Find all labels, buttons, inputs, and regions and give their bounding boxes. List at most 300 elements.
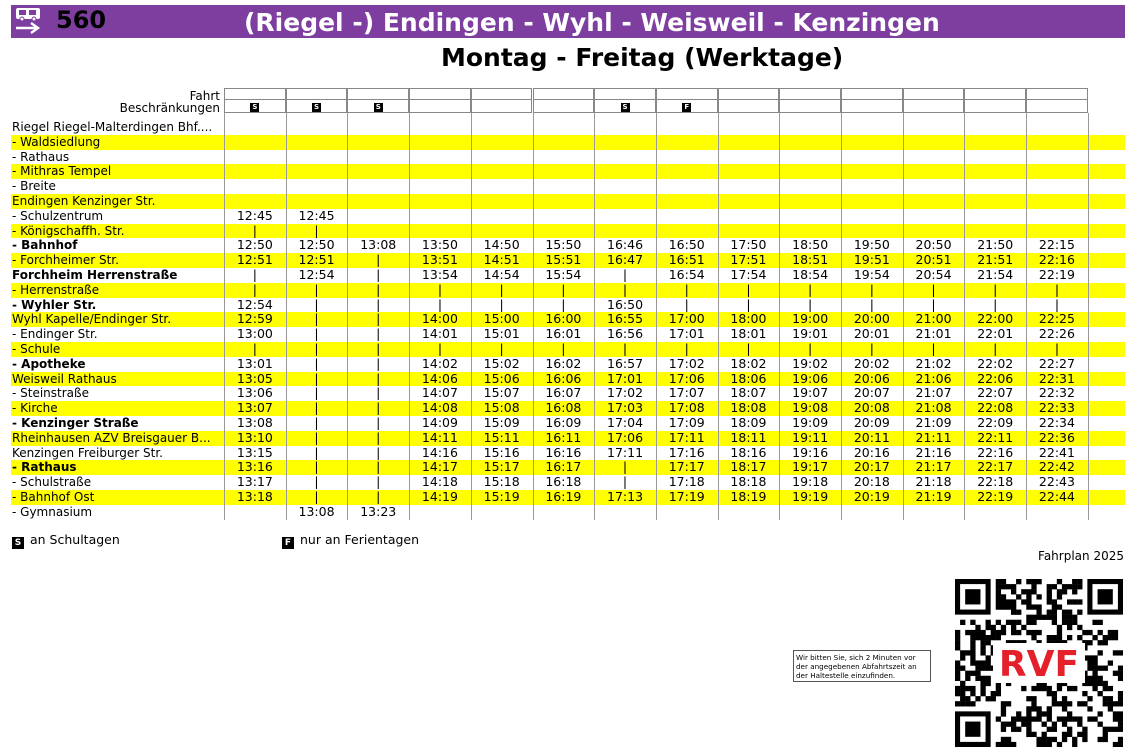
pass-through-marker: | bbox=[746, 281, 751, 297]
pass-through-marker: | bbox=[314, 370, 319, 386]
departure-time: 22:19 bbox=[1038, 267, 1075, 282]
rvf-logo-text: RVF bbox=[998, 644, 1080, 685]
qr-module bbox=[975, 696, 980, 701]
pass-through-marker: | bbox=[314, 222, 319, 238]
qr-module bbox=[1072, 737, 1077, 742]
qr-module bbox=[986, 681, 991, 686]
qr-module bbox=[1006, 742, 1011, 747]
qr-module bbox=[1042, 732, 1047, 737]
departure-time: 15:54 bbox=[545, 267, 582, 282]
departure-time: 17:06 bbox=[607, 429, 644, 445]
stop-name: Wyhl Kapelle/Endinger Str. bbox=[12, 312, 172, 327]
qr-module bbox=[970, 655, 975, 660]
qr-module bbox=[996, 691, 1001, 696]
departure-time: 12:45 bbox=[236, 207, 273, 223]
departure-time: 16:16 bbox=[545, 444, 582, 460]
qr-module bbox=[1001, 599, 1006, 604]
pass-through-marker: | bbox=[808, 296, 813, 312]
qr-module bbox=[1001, 625, 1006, 630]
qr-module bbox=[1062, 620, 1067, 625]
qr-module bbox=[1021, 625, 1026, 630]
departure-time: 19:01 bbox=[792, 326, 829, 342]
qr-module bbox=[1098, 691, 1103, 696]
qr-module bbox=[1087, 676, 1092, 681]
qr-module bbox=[986, 640, 991, 645]
qr-module bbox=[1103, 732, 1108, 737]
qr-module bbox=[1082, 727, 1087, 732]
qr-module bbox=[1036, 630, 1041, 635]
qr-module bbox=[1067, 625, 1072, 630]
stop-name: Endingen Kenzinger Str. bbox=[12, 194, 156, 208]
departure-time: 21:07 bbox=[915, 385, 952, 401]
qr-module bbox=[991, 691, 996, 696]
departure-time: 18:08 bbox=[730, 400, 767, 416]
qr-module bbox=[1036, 737, 1041, 742]
qr-module bbox=[1118, 701, 1123, 706]
departure-time: 15:01 bbox=[483, 326, 520, 342]
pass-through-marker: | bbox=[376, 267, 381, 282]
fahrt-cell bbox=[409, 88, 471, 100]
qr-module bbox=[1067, 686, 1072, 691]
departure-time: 12:54 bbox=[236, 296, 273, 312]
qr-module bbox=[1057, 604, 1062, 609]
pass-through-marker: | bbox=[993, 296, 998, 312]
qr-module bbox=[1103, 681, 1108, 686]
departure-time: 18:01 bbox=[730, 326, 767, 342]
pass-through-marker: | bbox=[561, 281, 566, 297]
qr-module bbox=[1087, 706, 1092, 711]
stop-name: - Schulstraße bbox=[12, 475, 92, 490]
departure-time: 18:06 bbox=[730, 370, 767, 386]
departure-time: 17:04 bbox=[607, 415, 644, 430]
qr-module bbox=[1036, 579, 1041, 584]
departure-time: 17:01 bbox=[607, 370, 644, 386]
qr-module bbox=[965, 676, 970, 681]
qr-module bbox=[1087, 655, 1092, 660]
qr-module bbox=[1026, 579, 1031, 584]
pass-through-marker: | bbox=[684, 281, 689, 297]
departure-time: 20:01 bbox=[853, 326, 890, 342]
restriction-marker bbox=[224, 100, 286, 113]
qr-module bbox=[1011, 599, 1016, 604]
qr-module bbox=[1011, 625, 1016, 630]
fahrt-cell bbox=[841, 88, 903, 100]
qr-module bbox=[986, 696, 991, 701]
departure-time: 16:09 bbox=[545, 415, 582, 430]
qr-module bbox=[1001, 742, 1006, 747]
departure-time: 18:07 bbox=[730, 385, 767, 401]
departure-time: 18:50 bbox=[792, 237, 829, 253]
qr-module bbox=[1052, 722, 1057, 727]
column-divider bbox=[964, 113, 965, 520]
departure-time: 17:17 bbox=[668, 459, 705, 475]
fahrt-cell bbox=[533, 88, 595, 100]
pass-through-marker: | bbox=[252, 222, 257, 238]
departure-time: 21:16 bbox=[915, 444, 952, 460]
qr-module bbox=[1113, 671, 1118, 676]
pass-through-marker: | bbox=[376, 459, 381, 475]
qr-module bbox=[996, 594, 1001, 599]
qr-module bbox=[980, 686, 985, 691]
school-day-symbol: S bbox=[252, 103, 258, 111]
qr-module bbox=[1011, 604, 1016, 609]
stop-name: Forchheim Herrenstraße bbox=[12, 268, 178, 282]
qr-module bbox=[980, 681, 985, 686]
qr-module bbox=[996, 579, 1001, 584]
departure-time: 20:11 bbox=[853, 429, 890, 445]
qr-module bbox=[1001, 727, 1006, 732]
qr-module bbox=[1077, 732, 1082, 737]
departure-time: 20:00 bbox=[853, 311, 890, 327]
school-day-symbol: S bbox=[314, 103, 320, 111]
qr-module bbox=[1011, 722, 1016, 727]
qr-module bbox=[960, 620, 965, 625]
departure-time: 19:16 bbox=[792, 444, 829, 460]
legend-school-days-text: an Schultagen bbox=[30, 532, 120, 547]
departure-time: 13:06 bbox=[236, 385, 273, 401]
departure-time: 17:02 bbox=[607, 385, 644, 401]
restriction-cell bbox=[964, 100, 1026, 113]
qr-module bbox=[1108, 630, 1113, 635]
departure-time: 17:54 bbox=[730, 267, 767, 282]
departure-time: 19:54 bbox=[853, 267, 890, 282]
departure-time: 22:25 bbox=[1038, 311, 1075, 327]
restrictions-label: Beschränkungen bbox=[119, 101, 220, 115]
column-divider bbox=[594, 113, 595, 520]
departure-time: 15:07 bbox=[483, 385, 520, 401]
qr-module bbox=[1092, 671, 1097, 676]
qr-module bbox=[1108, 635, 1113, 640]
qr-module bbox=[1057, 716, 1062, 721]
qr-module bbox=[975, 660, 980, 665]
departure-time: 18:18 bbox=[730, 474, 767, 490]
departure-time: 21:00 bbox=[915, 311, 952, 327]
pass-through-marker: | bbox=[993, 281, 998, 297]
departure-time: 13:18 bbox=[236, 489, 273, 504]
stop-name: - Kirche bbox=[12, 401, 58, 416]
qr-module bbox=[1092, 676, 1097, 681]
departure-time: 19:17 bbox=[792, 459, 829, 475]
departure-time: 13:17 bbox=[236, 474, 273, 490]
departure-time: 18:09 bbox=[730, 415, 767, 430]
qr-module bbox=[965, 696, 970, 701]
departure-time: 17:08 bbox=[668, 400, 705, 416]
qr-module bbox=[1006, 722, 1011, 727]
departure-time: 20:09 bbox=[853, 415, 890, 430]
qr-module bbox=[1072, 615, 1077, 620]
pass-through-marker: | bbox=[622, 281, 628, 297]
pass-through-marker: | bbox=[314, 415, 319, 430]
departure-time: 16:02 bbox=[545, 355, 582, 371]
departure-time: 17:19 bbox=[668, 489, 705, 504]
qr-module bbox=[1026, 732, 1031, 737]
departure-time: 16:00 bbox=[545, 311, 582, 327]
qr-module bbox=[980, 630, 985, 635]
departure-time: 22:34 bbox=[1038, 415, 1075, 430]
qr-module bbox=[1036, 604, 1041, 609]
qr-module bbox=[1006, 701, 1011, 706]
qr-module bbox=[1052, 620, 1057, 625]
stop-name: - Wyhler Str. bbox=[12, 297, 97, 312]
restriction-cell bbox=[409, 100, 471, 113]
fahrt-cell bbox=[779, 88, 841, 100]
qr-module bbox=[1026, 604, 1031, 609]
pass-through-marker: | bbox=[684, 341, 689, 356]
stop-name: - Rathaus bbox=[12, 460, 77, 475]
qr-module bbox=[1118, 711, 1123, 716]
column-divider bbox=[409, 113, 410, 520]
column-divider bbox=[1088, 113, 1089, 520]
qr-module bbox=[1092, 620, 1097, 625]
qr-module bbox=[1118, 696, 1123, 701]
qr-module bbox=[1113, 716, 1118, 721]
stop-name: Kenzingen Freiburger Str. bbox=[12, 445, 163, 460]
qr-module bbox=[955, 660, 960, 665]
pass-through-marker: | bbox=[1054, 281, 1060, 297]
qr-module bbox=[1052, 691, 1057, 696]
departure-time: 12:50 bbox=[298, 237, 335, 253]
departure-time: 15:11 bbox=[483, 429, 520, 445]
qr-module bbox=[975, 635, 980, 640]
qr-module bbox=[1067, 711, 1072, 716]
departure-time: 21:50 bbox=[977, 237, 1014, 253]
qr-module bbox=[1006, 599, 1011, 604]
pass-through-marker: | bbox=[252, 281, 257, 297]
qr-module bbox=[1108, 660, 1113, 665]
qr-module bbox=[1001, 630, 1006, 635]
qr-module bbox=[1062, 706, 1067, 711]
qr-module bbox=[1062, 615, 1067, 620]
qr-module bbox=[1031, 615, 1036, 620]
qr-module bbox=[996, 604, 1001, 609]
qr-module bbox=[1057, 701, 1062, 706]
departure-time: 14:51 bbox=[483, 252, 520, 268]
line-number: 560 bbox=[56, 6, 107, 34]
column-divider bbox=[718, 113, 719, 520]
stop-name: - Breite bbox=[12, 179, 56, 194]
holiday-symbol: F bbox=[282, 537, 294, 549]
column-divider bbox=[224, 113, 225, 520]
qr-module bbox=[1072, 686, 1077, 691]
fahrt-cell bbox=[224, 88, 286, 100]
qr-module bbox=[1036, 615, 1041, 620]
departure-time: 22:16 bbox=[1038, 252, 1075, 268]
departure-time: 22:41 bbox=[1038, 444, 1075, 460]
qr-module bbox=[955, 676, 960, 681]
qr-module bbox=[1072, 579, 1077, 584]
pass-through-marker: | bbox=[314, 444, 319, 460]
qr-module bbox=[1098, 620, 1103, 625]
restriction-cell bbox=[471, 100, 533, 113]
departure-time: 13:50 bbox=[421, 237, 458, 253]
departure-time: 16:57 bbox=[607, 355, 644, 371]
qr-module bbox=[970, 691, 975, 696]
school-day-symbol: S bbox=[375, 103, 381, 111]
pass-through-marker: | bbox=[746, 341, 751, 356]
departure-time: 16:50 bbox=[607, 296, 644, 312]
qr-module bbox=[1047, 589, 1052, 594]
departure-time: 22:33 bbox=[1038, 400, 1075, 416]
qr-module bbox=[1087, 716, 1092, 721]
qr-module bbox=[1036, 742, 1041, 747]
qr-module bbox=[1077, 610, 1082, 615]
qr-module bbox=[1001, 604, 1006, 609]
departure-time: 16:08 bbox=[545, 400, 582, 416]
qr-module bbox=[1092, 716, 1097, 721]
qr-module bbox=[1118, 716, 1123, 721]
qr-module bbox=[1067, 620, 1072, 625]
pass-through-marker: | bbox=[869, 296, 874, 312]
stop-name: - Bahnhof bbox=[12, 238, 78, 253]
stop-name: - Apotheke bbox=[12, 356, 86, 371]
restriction-marker bbox=[347, 100, 409, 113]
qr-module bbox=[1087, 666, 1092, 671]
pass-through-marker: | bbox=[376, 281, 381, 297]
qr-module bbox=[1113, 630, 1118, 635]
departure-time: 19:18 bbox=[792, 474, 829, 490]
school-day-symbol: S bbox=[12, 537, 24, 549]
departure-time: 16:54 bbox=[668, 267, 705, 282]
departure-time: 19:50 bbox=[853, 237, 890, 253]
qr-module bbox=[1052, 696, 1057, 701]
qr-module bbox=[1047, 711, 1052, 716]
qr-module bbox=[1057, 635, 1062, 640]
departure-time: 22:26 bbox=[1038, 326, 1075, 342]
qr-module bbox=[1067, 615, 1072, 620]
pass-through-marker: | bbox=[931, 296, 936, 312]
departure-time: 22:15 bbox=[1038, 237, 1075, 253]
qr-module bbox=[986, 676, 991, 681]
departure-time: 15:50 bbox=[545, 237, 582, 253]
qr-module bbox=[1062, 722, 1067, 727]
qr-module bbox=[1047, 716, 1052, 721]
qr-module bbox=[1031, 716, 1036, 721]
departure-time: 14:18 bbox=[421, 474, 458, 490]
pass-through-marker: | bbox=[252, 341, 257, 356]
restriction-marker bbox=[656, 100, 718, 113]
departure-time: 14:02 bbox=[421, 355, 458, 371]
qr-module bbox=[965, 671, 970, 676]
qr-module bbox=[1098, 737, 1103, 742]
qr-module bbox=[1001, 706, 1006, 711]
qr-module bbox=[1042, 686, 1047, 691]
qr-module bbox=[1067, 727, 1072, 732]
qr-module bbox=[1011, 716, 1016, 721]
qr-module bbox=[996, 584, 1001, 589]
pass-through-marker: | bbox=[622, 267, 628, 282]
qr-module bbox=[955, 640, 960, 645]
qr-module bbox=[1072, 589, 1077, 594]
qr-module bbox=[1031, 620, 1036, 625]
pass-through-marker: | bbox=[499, 281, 504, 297]
departure-time: 13:08 bbox=[236, 415, 273, 430]
pass-through-marker: | bbox=[808, 341, 813, 356]
pass-through-marker: | bbox=[314, 326, 319, 342]
qr-module bbox=[980, 691, 985, 696]
departure-time: 21:02 bbox=[915, 355, 952, 371]
stop-name: - Waldsiedlung bbox=[12, 134, 101, 149]
qr-module bbox=[955, 691, 960, 696]
column-divider bbox=[779, 113, 780, 520]
departure-time: 15:02 bbox=[483, 355, 520, 371]
departure-time: 21:01 bbox=[915, 326, 952, 342]
qr-module bbox=[1118, 650, 1123, 655]
restriction-marker bbox=[594, 100, 656, 113]
departure-time: 22:44 bbox=[1038, 489, 1075, 504]
qr-module bbox=[1103, 701, 1108, 706]
qr-module bbox=[960, 650, 965, 655]
restriction-cell bbox=[533, 100, 595, 113]
departure-time: 16:47 bbox=[607, 252, 644, 268]
qr-module bbox=[1118, 671, 1123, 676]
qr-module bbox=[1026, 722, 1031, 727]
qr-module bbox=[1052, 737, 1057, 742]
departure-time: 13:15 bbox=[236, 444, 273, 460]
departure-time: 17:11 bbox=[668, 429, 705, 445]
fahrt-cell bbox=[286, 88, 348, 100]
departure-time: 20:16 bbox=[853, 444, 890, 460]
pass-through-marker: | bbox=[376, 341, 381, 356]
qr-module bbox=[965, 686, 970, 691]
departure-time: 19:08 bbox=[792, 400, 829, 416]
restriction-cell bbox=[718, 100, 780, 113]
qr-module bbox=[996, 686, 1001, 691]
pass-through-marker: | bbox=[376, 385, 381, 401]
departure-time: 12:51 bbox=[298, 252, 335, 268]
departure-time: 21:06 bbox=[915, 370, 952, 386]
departure-time: 15:00 bbox=[483, 311, 520, 327]
qr-module bbox=[1062, 610, 1067, 615]
pass-through-marker: | bbox=[314, 281, 319, 297]
plan-year: Fahrplan 2025 bbox=[1038, 549, 1124, 563]
pass-through-marker: | bbox=[376, 252, 381, 268]
legend-holiday-days-text: nur an Ferientagen bbox=[300, 532, 420, 547]
qr-module bbox=[1047, 610, 1052, 615]
qr-module bbox=[1047, 594, 1052, 599]
pass-through-marker: | bbox=[314, 355, 319, 371]
qr-module bbox=[970, 660, 975, 665]
qr-module bbox=[996, 620, 1001, 625]
qr-module bbox=[1001, 722, 1006, 727]
pass-through-marker: | bbox=[314, 489, 319, 504]
qr-module bbox=[1062, 701, 1067, 706]
qr-module bbox=[1042, 615, 1047, 620]
qr-module bbox=[1042, 711, 1047, 716]
pass-through-marker: | bbox=[561, 296, 566, 312]
pass-through-marker: | bbox=[314, 459, 319, 475]
qr-module bbox=[1118, 666, 1123, 671]
departure-time: 17:06 bbox=[668, 370, 705, 386]
qr-module bbox=[1011, 584, 1016, 589]
departure-time: 21:17 bbox=[915, 459, 952, 475]
restriction-cell bbox=[841, 100, 903, 113]
qr-module bbox=[1052, 599, 1057, 604]
qr-module bbox=[1026, 589, 1031, 594]
departure-time: 20:54 bbox=[915, 267, 952, 282]
qr-module bbox=[1098, 630, 1103, 635]
qr-module bbox=[1092, 660, 1097, 665]
departure-time: 16:18 bbox=[545, 474, 582, 490]
qr-module bbox=[1047, 686, 1052, 691]
qr-module bbox=[970, 630, 975, 635]
restriction-cell bbox=[903, 100, 965, 113]
qr-module bbox=[986, 635, 991, 640]
departure-time: 19:00 bbox=[792, 311, 829, 327]
qr-module bbox=[1052, 727, 1057, 732]
qr-module bbox=[1092, 635, 1097, 640]
qr-module bbox=[980, 666, 985, 671]
qr-module bbox=[1047, 635, 1052, 640]
